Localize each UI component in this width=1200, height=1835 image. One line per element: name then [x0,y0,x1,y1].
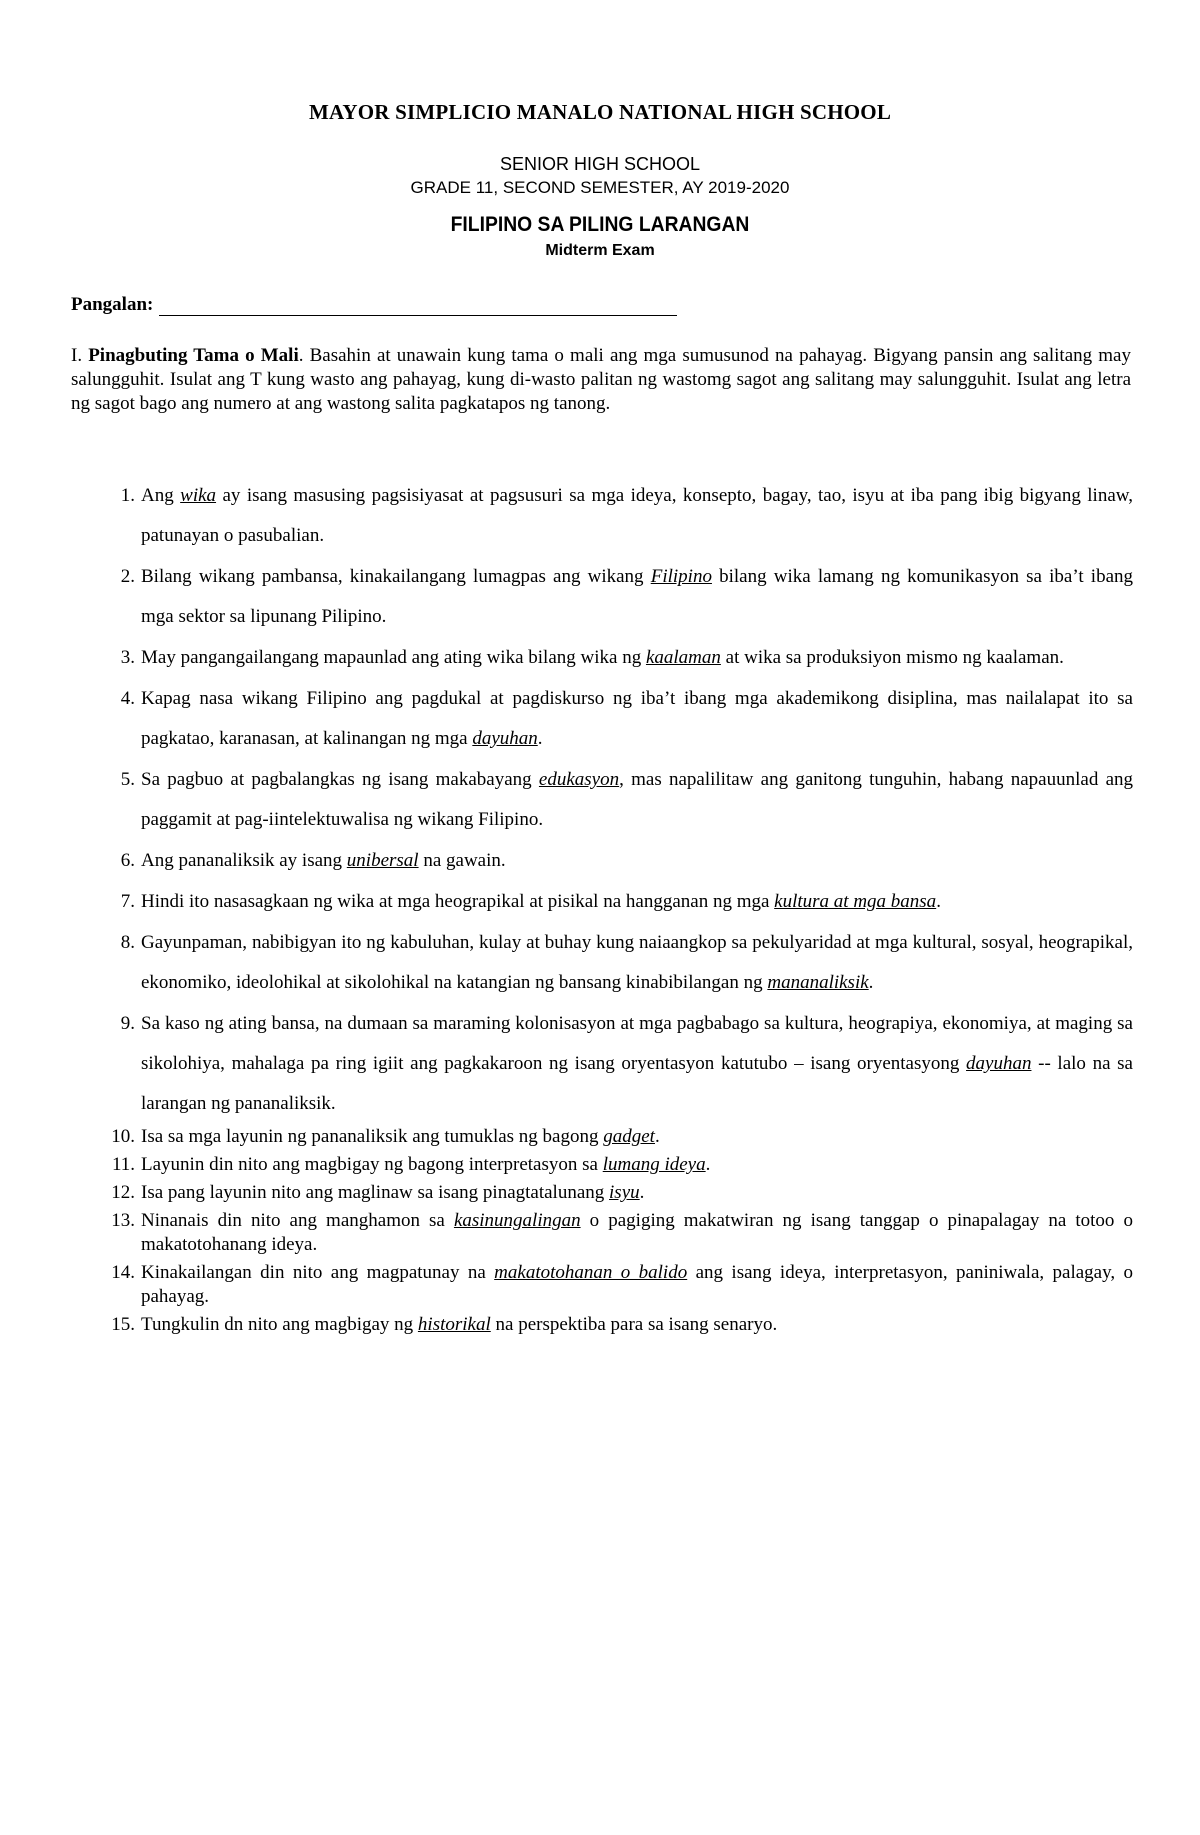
question-number: 12. [111,1182,135,1203]
question-text: Kinakailangan din nito ang magpatunay na [141,1262,495,1283]
question-text: Ninanais din nito ang manghamon sa [141,1210,454,1231]
instructions-paragraph [71,344,1131,416]
question-text: Gayunpaman, nabibigyan ito ng kabuluhan, kulay at buhay kung naiaangkop sa pekulyaridad at mga kultural, sosyal, heograpikal, ekonomiko, ideolohikal at sikolohikal na katangian ng bansang kinabibilangan ng [141,932,1133,993]
question-text: Ang [141,485,181,506]
question-text: na perspektiba para sa isang senaryo. [490,1314,778,1335]
question-text: o pagiging makatwiran ng isang tanggap o pinapalagay na totoo o makatotohanang ideya. [141,1210,1133,1255]
instructions-text: . Basahin at unawain kung tama o mali ang mga sumusunod na pahayag. Bigyang pansin ang salitang may salungguhit. Isulat ang T kung wasto ang pahayag, kung di-wasto palitan ng wastomg sagot ang salitang may salungguhit. Isulat ang letra ng sagot bago ang numero at ang wastong salita pagkatapos ng tanong. [71,345,1131,414]
question-item [71,882,1133,922]
question-text: Layunin din nito ang magbigay ng bagong interpretasyon sa [141,1154,603,1175]
school-name: MAYOR SIMPLICIO MANALO NATIONAL HIGH SCHOOL [308,100,892,124]
question-text: Sa pagbuo at pagbalangkas ng isang makabayang [141,769,539,790]
school-level: SENIOR HIGH SCHOOL [499,154,701,174]
question-item [71,679,1133,759]
question-text: . [936,891,941,912]
question-text: bilang wika lamang ng komunikasyon sa iba’t ibang mga sektor sa lipunang Pilipino. [141,566,1133,627]
grade-semester: GRADE 11, SECOND SEMESTER, AY 2019-2020 [410,178,790,197]
underlined-word: kasinungalingan [453,1210,581,1231]
question-number: 13. [111,1210,135,1231]
section-title: Pinagbuting Tama o Mali [88,345,299,366]
question-text: Sa kaso ng ating bansa, na dumaan sa maraming kolonisasyon at mga pagbabago sa kultura, heograpiya, ekonomiya, at maging sa sikolohiya, mahalaga pa ring igiit ang pagkakaroon ng isang oryentasyon katutubo – isang oryentasyong [141,1013,1133,1074]
underlined-word: wika [180,485,217,506]
underlined-word: mananaliksik [767,972,869,993]
underlined-word: historikal [417,1314,491,1335]
question-number: 3. [120,647,135,668]
underlined-word: dayuhan [472,728,538,749]
underlined-word: isyu [609,1182,640,1203]
question-text: Isa sa mga layunin ng pananaliksik ang tumuklas ng bagong [141,1126,604,1147]
underlined-word: kaalaman [645,647,721,668]
question-item [71,1153,1133,1177]
question-text: . [639,1182,645,1203]
question-item [71,1313,1133,1337]
name-blank-line[interactable] [159,295,677,316]
name-label: Pangalan: [71,294,154,315]
underlined-word: edukasyon [538,769,620,790]
question-number: 1. [120,485,135,506]
question-text: Ang pananaliksik ay isang [141,850,347,871]
question-list [71,476,1133,1341]
question-number: 11. [111,1154,135,1175]
question-item [71,1125,1133,1149]
question-number: 7. [120,891,135,912]
underlined-word: gadget [603,1126,655,1147]
question-number: 14. [111,1262,135,1283]
question-text: , mas napalilitaw ang ganitong tunguhin, habang napauunlad ang paggamit at pag-iintelektuwalisa ng wikang Filipino. [141,769,1133,830]
question-text: . [868,972,874,993]
question-text: Isa pang layunin nito ang maglinaw sa isang pinagtatalunang [141,1182,610,1203]
question-number: 9. [120,1013,135,1034]
question-number: 5. [120,769,135,790]
question-text: Kapag nasa wikang Filipino ang pagdukal at pagdiskurso ng iba’t ibang mga akademikong disiplina, mas nailalapat ito sa pagkatao, karanasan, at kalinangan ng mga [141,688,1133,749]
question-number: 15. [111,1314,135,1335]
underlined-word: dayuhan [966,1053,1032,1074]
question-item [71,1004,1133,1124]
question-item [71,1181,1133,1205]
question-text: Hindi ito nasasagkaan ng wika at mga heograpikal at pisikal na hangganan ng mga [141,891,775,912]
section-numeral: I. [71,345,83,366]
question-item [71,557,1133,637]
question-number: 10. [111,1126,135,1147]
underlined-word: unibersal [346,850,419,871]
question-text: . [705,1154,711,1175]
question-text: . [537,728,543,749]
subject-title: FILIPINO SA PILING LARANGAN [450,213,750,236]
question-number: 6. [120,850,135,871]
question-number: 4. [120,688,135,709]
question-text: ang isang ideya, interpretasyon, paniniwala, palagay, o pahayag. [141,1262,1133,1307]
question-text: ay isang masusing pagsisiyasat at pagsusuri sa mga ideya, konsepto, bagay, tao, isyu at iba pang ibig bigyang linaw, patunayan o pasubalian. [141,485,1133,546]
underlined-word: makatotohanan o balido [494,1262,688,1283]
question-text: na gawain. [418,850,506,871]
question-item [71,476,1133,556]
question-text: Tungkulin dn nito ang magbigay ng [141,1314,418,1335]
question-text: May pangangailangang mapaunlad ang ating wika bilang wika ng [141,647,646,668]
question-item [71,1261,1133,1309]
question-item [71,841,1133,881]
underlined-word: kultura at mga bansa [774,891,937,912]
underlined-word: Filipino [650,566,712,587]
question-item [71,638,1133,678]
question-item [71,1209,1133,1257]
question-item [71,923,1133,1003]
underlined-word: lumang ideya [602,1154,706,1175]
exam-type: Midterm Exam [545,242,655,259]
question-text: Bilang wikang pambansa, kinakailangang lumagpas ang wikang [141,566,651,587]
question-text: . [654,1126,660,1147]
name-field [71,294,677,316]
question-number: 2. [120,566,135,587]
question-text: -- lalo na sa larangan ng pananaliksik. [141,1053,1133,1114]
question-text: at wika sa produksiyon mismo ng kaalaman. [720,647,1064,668]
question-item [71,760,1133,840]
question-number: 8. [120,932,135,953]
